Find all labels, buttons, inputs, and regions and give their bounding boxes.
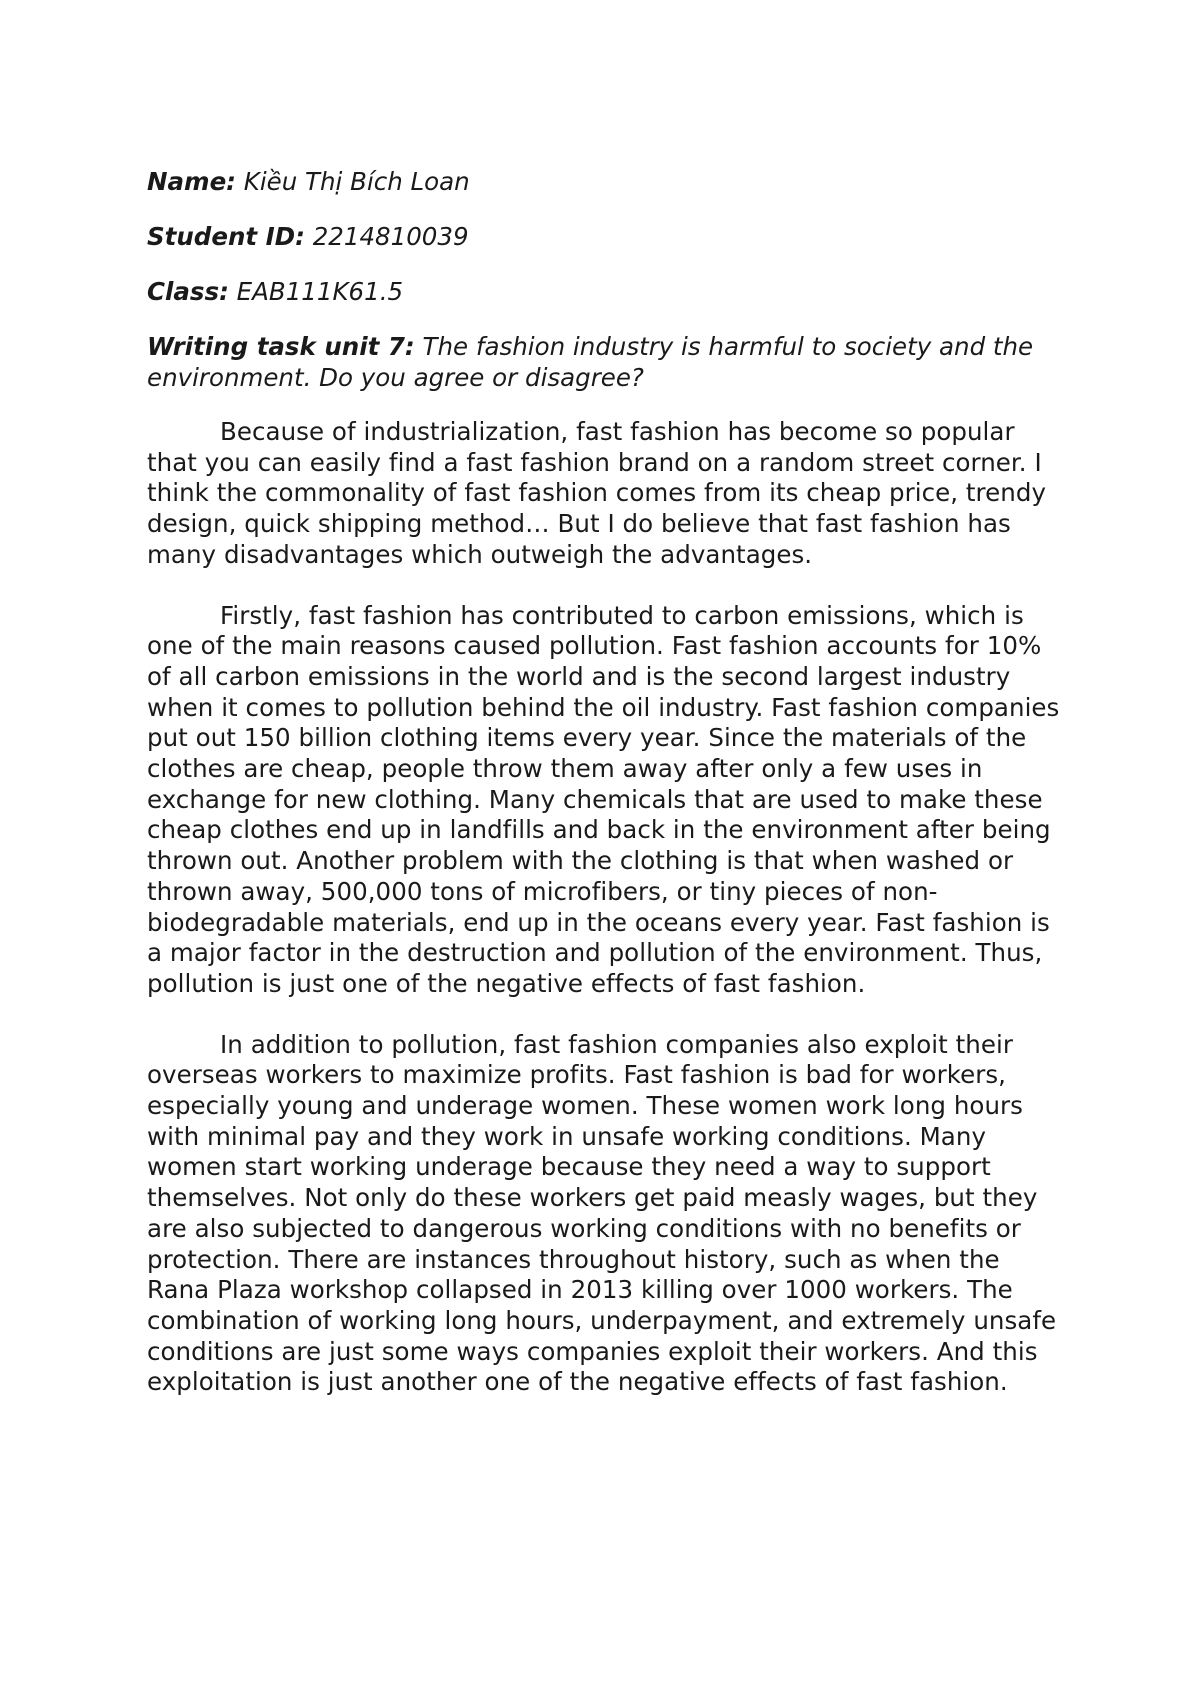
class-label: Class: [147, 277, 229, 306]
name-label: Name: [147, 167, 236, 196]
essay-paragraph-exploitation: In addition to pollution, fast fashion companies also exploit their overseas workers to maximize profits. Fast fashion is bad for workers, especially young and underage women. These women work long hours with minimal pay and they work in unsafe working conditions. Many women start working underage because they need a way to support themselves. Not only do these workers get paid measly wages, but they are also subjected to dangerous working conditions with no benefits or protection. There are instances throughout history, such as when the Rana Plaza workshop collapsed in 2013 killing over 1000 workers. The combination of working long hours, underpayment, and extremely unsafe conditions are just some ways companies exploit their workers. And this exploitation is just another one of the negative effects of fast fashion. [147, 1029, 1057, 1397]
writing-task-label: Writing task unit 7: [147, 332, 415, 361]
student-id-value: 2214810039 [312, 222, 469, 251]
student-id-label: Student ID: [147, 222, 305, 251]
class-value: EAB111K61.5 [236, 277, 404, 306]
essay-paragraph-intro: Because of industrialization, fast fashion has become so popular that you can easily find a fast fashion brand on a random street corner. I think the commonality of fast fashion comes from its cheap price, trendy design, quick shipping method… But I do believe that fast fashion has many disadvantages which outweigh the advantages. [147, 417, 1046, 569]
class-line [147, 276, 1069, 307]
writing-task-prompt: The fashion industry is harmful to society and the environment. Do you agree or disagree? [147, 332, 1034, 392]
writing-task-line [147, 331, 1069, 393]
student-name-line [147, 166, 1069, 197]
student-id-line [147, 221, 1069, 252]
document-page [147, 166, 1069, 1428]
name-value: Kiều Thị Bích Loan [243, 167, 470, 196]
essay-paragraph-pollution: Firstly, fast fashion has contributed to carbon emissions, which is one of the main reasons caused pollution. Fast fashion accounts for 10% of all carbon emissions in the world and is the second largest industry when it comes to pollution behind the oil industry. Fast fashion companies put out 150 billion clothing items every year. Since the materials of the clothes are cheap, people throw them away after only a few uses in exchange for new clothing. Many chemicals that are used to make these cheap clothes end up in landfills and back in the environment after being thrown out. Another problem with the clothing is that when washed or thrown away, 500,000 tons of microfibers, or tiny pieces of non-biodegradable materials, end up in the oceans every year. Fast fashion is a major factor in the destruction and pollution of the environment. Thus, pollution is just one of the negative effects of fast fashion. [147, 600, 1060, 998]
